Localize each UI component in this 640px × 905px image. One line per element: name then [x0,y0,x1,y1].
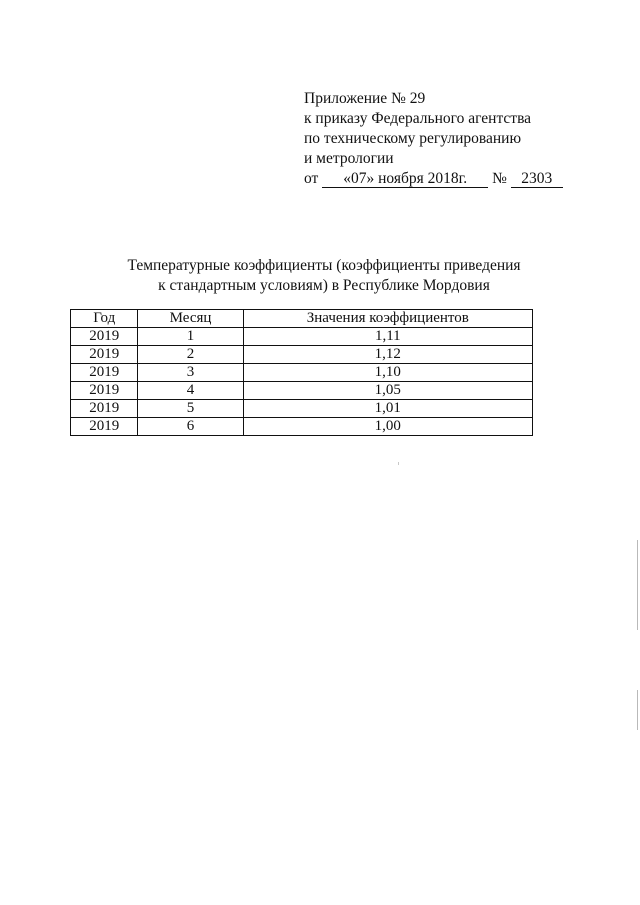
title-line-2: к стандартным условиям) в Республике Мордовия [158,277,490,294]
cell-value: 1,05 [243,382,532,400]
cell-month: 1 [138,328,243,346]
number-sign: № [492,170,507,187]
cell-year: 2019 [71,418,138,436]
document-title [60,256,588,296]
scan-edge-mark [637,540,638,630]
coefficients-table [70,309,533,436]
table-row [71,418,533,436]
appendix-header [304,89,604,189]
appendix-agency-line: по техническому регулированию [304,130,522,147]
table-row [71,400,533,418]
table-row [71,364,533,382]
date-prefix: от [304,170,319,187]
header-value: Значения коэффициентов [243,310,532,328]
table-row [71,346,533,364]
appendix-title: Приложение № 29 [304,90,426,107]
title-line-1: Температурные коэффициенты (коэффициенты приведения [127,257,521,274]
cell-value: 1,10 [243,364,532,382]
cell-month: 2 [138,346,243,364]
header-year: Год [71,310,138,328]
cell-value: 1,01 [243,400,532,418]
cell-month: 3 [138,364,243,382]
order-date: «07» ноября 2018г. [322,171,488,188]
appendix-date-line [304,169,604,189]
table-row [71,328,533,346]
scan-speck [398,462,399,465]
cell-year: 2019 [71,400,138,418]
cell-value: 1,00 [243,418,532,436]
order-number: 2303 [511,171,563,188]
cell-value: 1,11 [243,328,532,346]
appendix-agency-line-end: и метрологии [304,150,394,167]
cell-year: 2019 [71,328,138,346]
scan-edge-mark [637,690,638,730]
table-row [71,382,533,400]
cell-value: 1,12 [243,346,532,364]
cell-month: 6 [138,418,243,436]
table-header-row [71,310,533,328]
cell-year: 2019 [71,382,138,400]
cell-month: 5 [138,400,243,418]
cell-year: 2019 [71,346,138,364]
appendix-order-ref: к приказу Федерального агентства [304,110,532,127]
cell-month: 4 [138,382,243,400]
cell-year: 2019 [71,364,138,382]
header-month: Месяц [138,310,243,328]
